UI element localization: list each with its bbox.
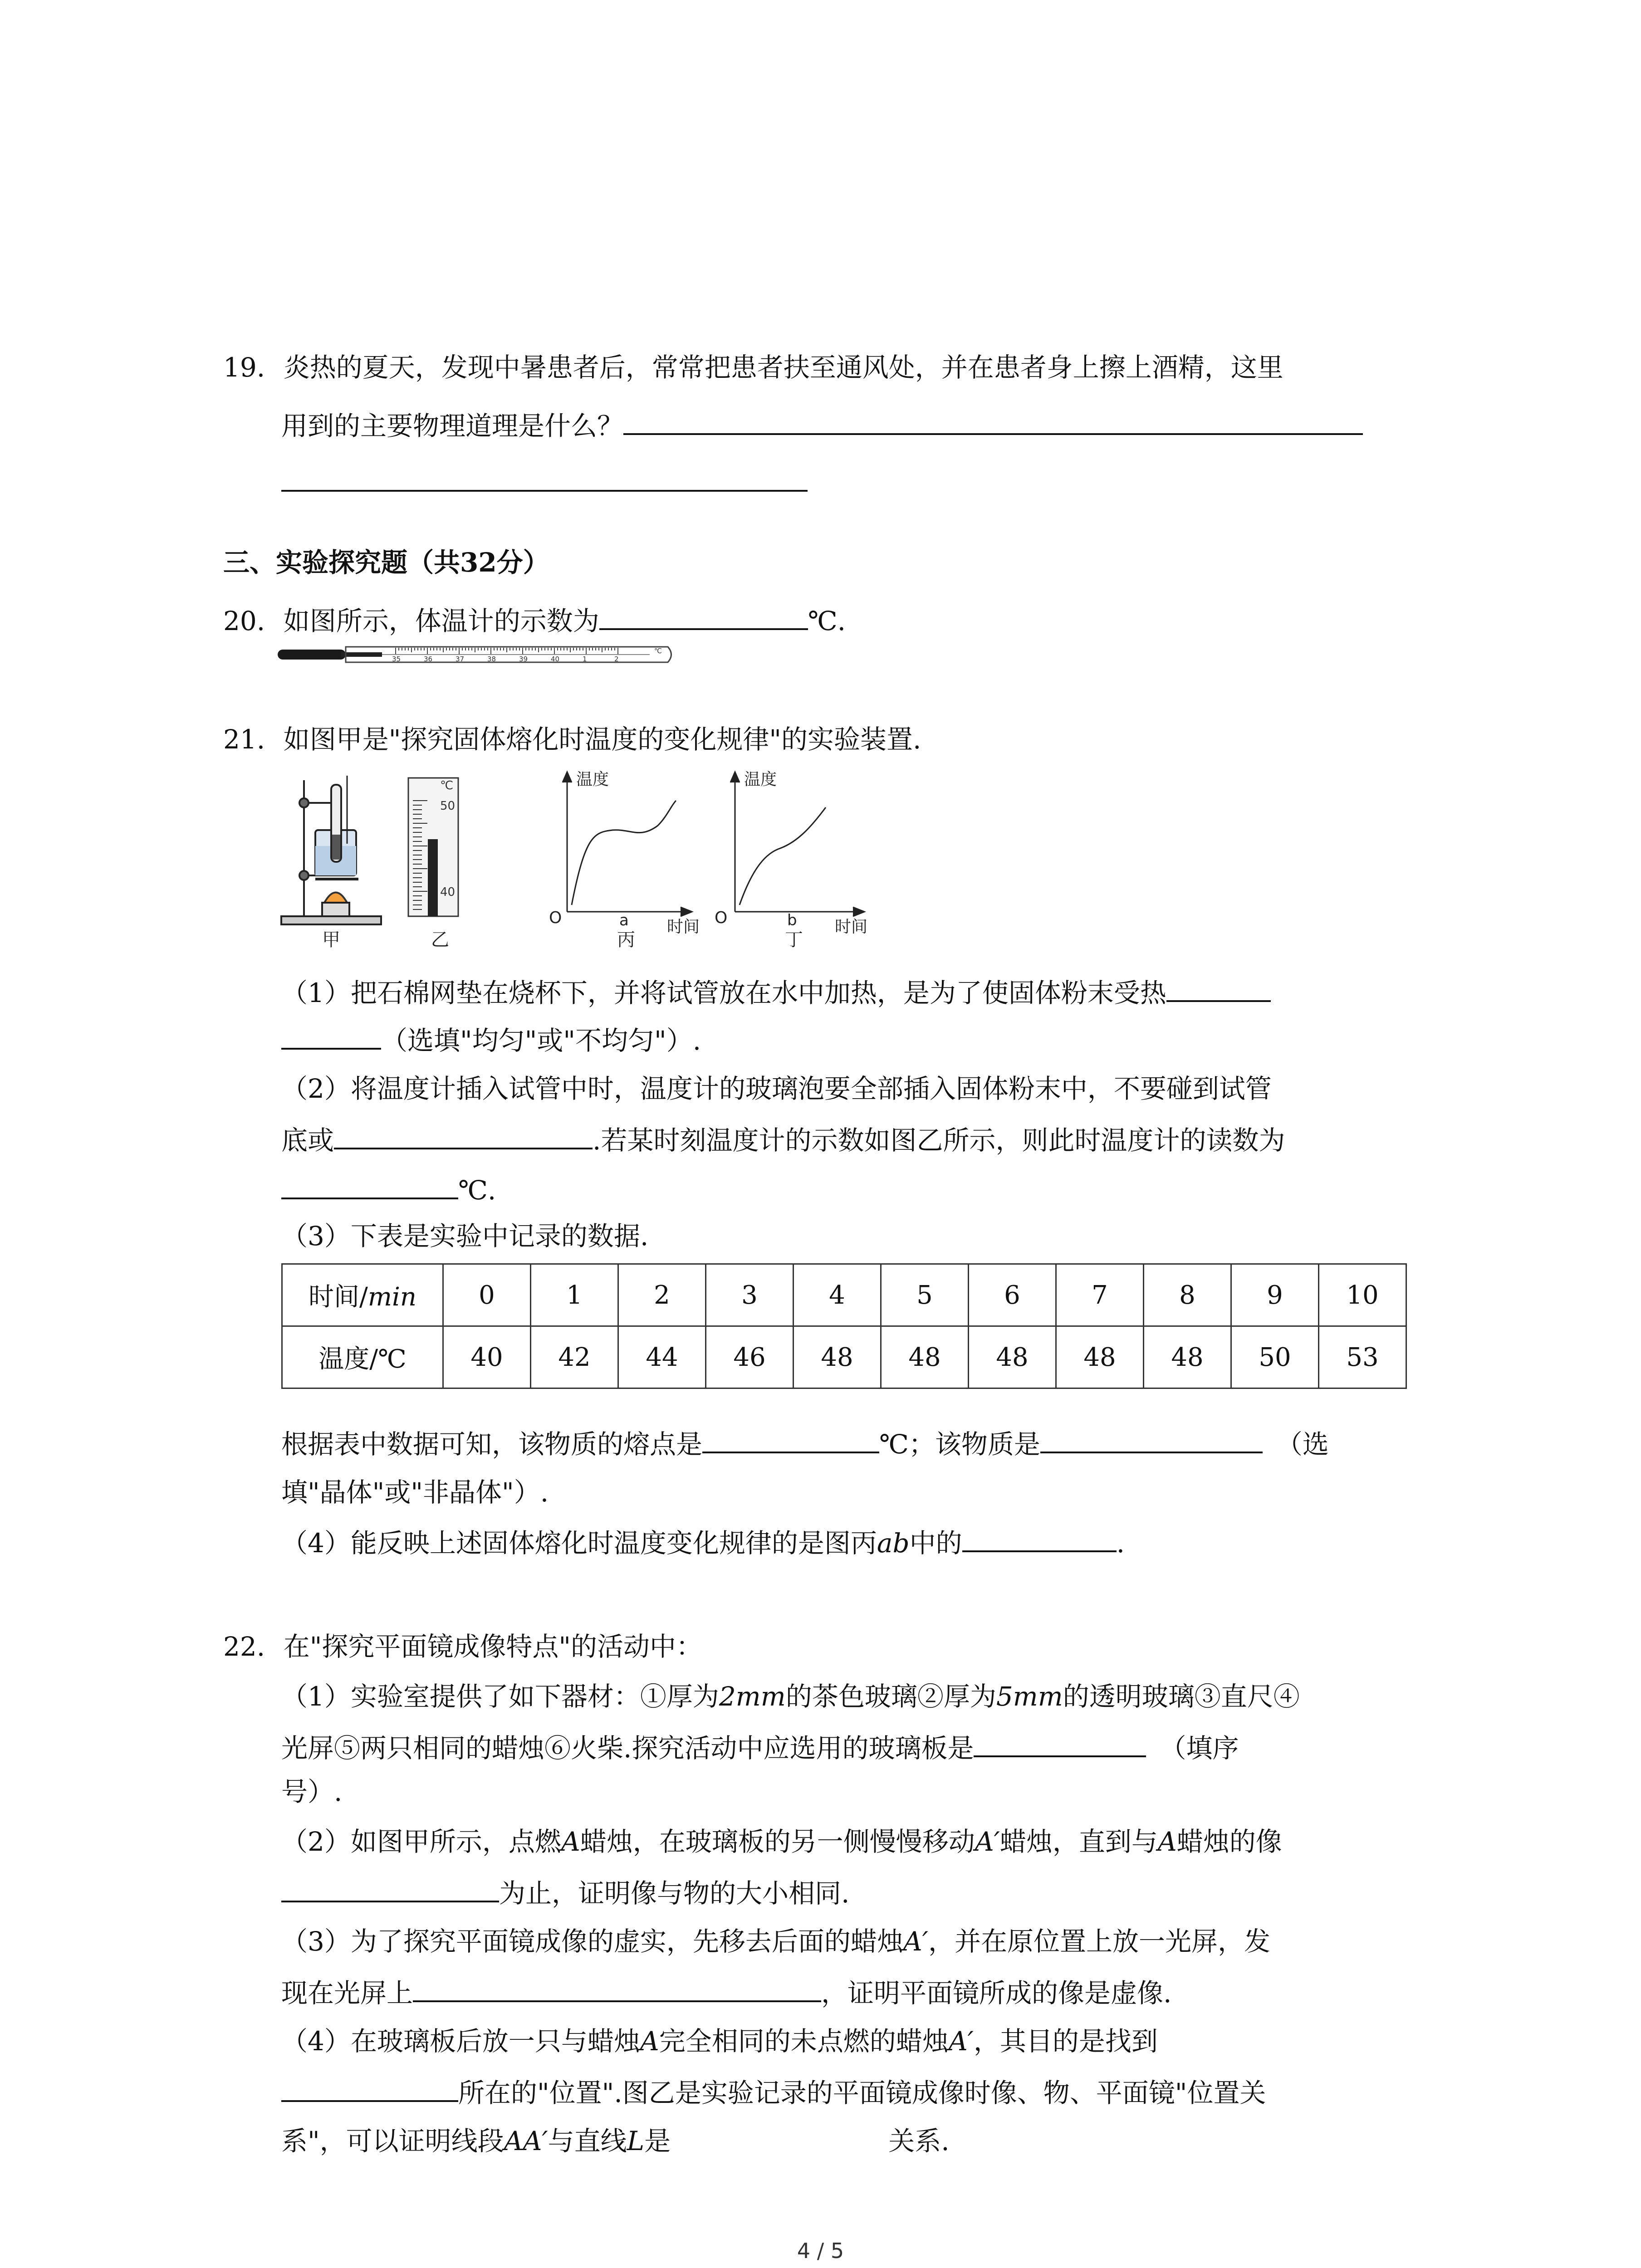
q22-p1-2mm: 2mm (719, 1681, 786, 1712)
q22-p4-text-c4: 关系. (888, 2126, 950, 2156)
q21-p2-text-c: ℃. (458, 1175, 496, 1206)
q21-p3b-line-2 (281, 1474, 549, 1510)
q22-p1-line-2 (281, 1728, 1239, 1766)
q21-p3-text: （3）下表是实验中记录的数据. (281, 1221, 649, 1251)
table-header-time: 时间/min (282, 1264, 443, 1326)
q20-text: 如图所示，体温计的示数为 (283, 606, 599, 636)
q22-p4-Ap: A′ (948, 2026, 974, 2057)
q19-number: 19. (223, 352, 265, 383)
thermo-yi-unit: ℃ (440, 779, 454, 792)
q22-p1-line-3 (281, 1774, 342, 1810)
q22-p2-text-a4: 蜡烛的像 (1176, 1826, 1282, 1857)
table-cell-time: 0 (443, 1264, 531, 1326)
q21-p4-line (281, 1523, 1125, 1561)
table-cell-temp: 53 (1319, 1326, 1406, 1388)
q22-p1-text-a2: 的茶色玻璃②厚为 (785, 1681, 996, 1712)
q21-substance-type-blank[interactable] (1040, 1424, 1263, 1453)
q22-p2-Ap: A′ (975, 1826, 1000, 1857)
graph-ding-xlabel: 时间 (835, 918, 868, 936)
q21-p2-blank-b[interactable] (281, 1170, 458, 1199)
q21-p4-blank[interactable] (962, 1523, 1117, 1552)
q21-p2-text-b1: 底或 (281, 1125, 334, 1156)
graph-bing-ylabel: 温度 (576, 770, 609, 789)
q22-p4-text-a3: ，其目的是找到 (973, 2026, 1158, 2057)
graph-bing-origin: O (549, 909, 562, 927)
q22-intro: 在"探究平面镜成像特点"的活动中： (283, 1631, 703, 1662)
q21-p2-text-b2: .若某时刻温度计的示数如图乙所示，则此时温度计的读数为 (593, 1125, 1285, 1156)
graph-bing-mark: a (619, 911, 629, 929)
q21-p3b-text-b: 填"晶体"或"非晶体"）. (281, 1477, 549, 1508)
q21-figure (277, 767, 912, 948)
q22-p1-text-a1: （1）实验室提供了如下器材：①厚为 (281, 1681, 719, 1712)
q21-number: 21. (223, 724, 265, 755)
q22-p4-line-2 (281, 2073, 1266, 2111)
q22-p2-text-a3: 蜡烛，直到与 (999, 1826, 1158, 1857)
thermometer-tick-label: 39 (519, 655, 528, 663)
graph-ding (730, 772, 864, 916)
q22-p2-line-1 (281, 1823, 1282, 1860)
q22-p4-text-a2: 完全相同的未点燃的蜡烛 (659, 2026, 949, 2057)
q22-p1-text-b1: 光屏⑤两只相同的蜡烛⑥火柴.探究活动中应选用的玻璃板是 (281, 1733, 974, 1764)
section-3-title: 三、实验探究题（共32分） (223, 547, 549, 578)
table-cell-temp: 44 (618, 1326, 706, 1388)
table-row-temp (282, 1326, 1406, 1388)
q21-p1-line-1 (281, 973, 1271, 1011)
table-cell-time: 5 (881, 1264, 969, 1326)
q22-p2-text-a1: （2）如图甲所示，点燃 (281, 1826, 561, 1857)
q22-p4-text-b: 所在的"位置".图乙是实验记录的平面镜成像时像、物、平面镜"位置关 (458, 2077, 1266, 2108)
q20-answer-blank[interactable] (599, 601, 808, 630)
table-cell-temp: 48 (881, 1326, 969, 1388)
q22-p2-A2: A (1157, 1826, 1177, 1857)
q21-p2-blank-a[interactable] (334, 1120, 593, 1149)
table-cell-time: 7 (1056, 1264, 1144, 1326)
q20-number: 20. (223, 606, 265, 636)
q22-p4-AAp: AA′ (504, 2126, 548, 2156)
q21-p4-text-c: . (1116, 1528, 1125, 1559)
table-cell-temp: 48 (1056, 1326, 1144, 1388)
apparatus-jia (281, 776, 381, 924)
q22-p4-text-c2: 与直线 (548, 2126, 627, 2156)
q21-p3b-line-1 (281, 1424, 1329, 1462)
table-cell-time: 4 (794, 1264, 881, 1326)
q21-p3-line (281, 1218, 648, 1254)
q22-p1-text-a3: 的透明玻璃③直尺④ (1063, 1681, 1300, 1712)
q22-intro-line (223, 1628, 702, 1665)
q22-p3-Ap: A′ (903, 1926, 928, 1957)
thermometer-unit: ℃ (654, 647, 662, 655)
q22-p4-line-3 (281, 2123, 950, 2159)
table-cell-temp: 40 (443, 1326, 531, 1388)
q21-intro: 如图甲是"探究固体熔化时温度的变化规律"的实验装置. (283, 724, 921, 755)
label-jia: 甲 (322, 929, 340, 948)
q20-unit: ℃. (808, 606, 846, 636)
q19-answer-blank-1[interactable] (623, 406, 1363, 435)
q22-p3-text-b2: ，证明平面镜所成的像是虚像. (821, 1978, 1172, 2009)
q22-p4-blank-a[interactable] (281, 2073, 458, 2102)
thermometer-tick-label: 37 (456, 655, 465, 663)
q21-data-table (281, 1263, 1407, 1389)
thermometer-tick-label: 40 (551, 655, 560, 663)
table-row-time (282, 1264, 1406, 1326)
q19-answer-blank-2[interactable] (281, 463, 808, 492)
q21-p1-blank-a[interactable] (1166, 973, 1271, 1002)
q22-p2-text-a2: 蜡烛，在玻璃板的另一侧慢慢移动 (580, 1826, 975, 1857)
table-cell-temp: 48 (969, 1326, 1056, 1388)
q19-text-2: 用到的主要物理道理是什么？ (281, 411, 624, 441)
q22-p1-5mm: 5mm (996, 1681, 1063, 1712)
table-cell-temp: 48 (1144, 1326, 1231, 1388)
thermometer-tick-label: 2 (614, 655, 619, 663)
thermometer-tick-label: 1 (583, 655, 587, 663)
table-cell-time: 6 (969, 1264, 1056, 1326)
thermo-yi-tick-40: 40 (440, 885, 456, 899)
q21-p4-ab: ab (877, 1528, 910, 1559)
table-cell-temp: 50 (1231, 1326, 1319, 1388)
q22-p4-text-a1: （4）在玻璃板后放一只与蜡烛 (281, 2026, 640, 2057)
q22-p4-A: A (640, 2026, 659, 2057)
q19-line-2 (281, 406, 1363, 444)
table-cell-temp: 42 (531, 1326, 618, 1388)
thermometer-tick-label: 35 (392, 655, 401, 663)
q22-p1-text-b2: （填序 (1160, 1733, 1239, 1764)
thermometer-tick-label: 38 (487, 655, 496, 663)
q20-line (223, 601, 846, 639)
graph-bing (563, 772, 692, 916)
q21-p3b-text-a1: 根据表中数据可知，该物质的熔点是 (281, 1429, 703, 1460)
q21-p3b-text-a2: ℃；该物质是 (879, 1429, 1040, 1460)
label-bing: 丙 (617, 929, 635, 948)
q22-p3-text-a2: ，并在原位置上放一光屏，发 (928, 1926, 1270, 1957)
table-cell-temp: 48 (794, 1326, 881, 1388)
q21-melting-point-blank[interactable] (702, 1424, 879, 1453)
graph-ding-origin: O (715, 909, 728, 927)
q21-p2-line-1 (281, 1070, 1272, 1107)
q21-p2-text-a: （2）将温度计插入试管中时，温度计的玻璃泡要全部插入固体粉末中，不要碰到试管 (281, 1073, 1272, 1104)
table-cell-time: 3 (706, 1264, 794, 1326)
graph-bing-xlabel: 时间 (667, 918, 700, 936)
q22-glass-choice-blank[interactable] (974, 1728, 1146, 1757)
table-header-temp: 温度/℃ (282, 1326, 443, 1388)
page-number: 4 / 5 (797, 2239, 844, 2263)
q21-p1-blank-b[interactable] (281, 1021, 381, 1050)
q22-p3-text-a1: （3）为了探究平面镜成像的虚实，先移去后面的蜡烛 (281, 1926, 903, 1957)
clinical-thermometer-figure (278, 643, 677, 670)
q21-p4-text-a: （4）能反映上述固体熔化时温度变化规律的是图丙 (281, 1528, 877, 1559)
q22-p3-text-b1: 现在光屏上 (281, 1978, 413, 2009)
table-cell-time: 2 (618, 1264, 706, 1326)
q22-p1-line-1 (281, 1678, 1300, 1715)
q19-line-3 (281, 463, 808, 501)
q22-p1-text-c: 号）. (281, 1776, 343, 1807)
table-cell-time: 9 (1231, 1264, 1319, 1326)
q21-p1-text-a: （1）把石棉网垫在烧杯下，并将试管放在水中加热，是为了使固体粉末受热 (281, 978, 1166, 1008)
table-cell-time: 8 (1144, 1264, 1231, 1326)
label-yi: 乙 (431, 929, 449, 948)
graph-ding-ylabel: 温度 (744, 770, 777, 789)
q21-p1-text-b: （选填"均匀"或"不均匀"）. (381, 1025, 701, 1056)
q21-p2-line-3 (281, 1170, 496, 1208)
q22-p3-line-1 (281, 1923, 1270, 1960)
thermometer-tick-label: 36 (424, 655, 433, 663)
q22-p2-line-2 (281, 1873, 849, 1911)
q21-p2-line-2 (281, 1120, 1285, 1158)
label-ding: 丁 (785, 929, 803, 948)
table-cell-time: 1 (531, 1264, 618, 1326)
q22-p3-line-2 (281, 1973, 1171, 2011)
q22-p4-L: L (627, 2126, 645, 2156)
q19-line-1 (223, 349, 1283, 386)
q21-intro-line (223, 721, 921, 758)
q21-p1-line-2 (281, 1021, 701, 1059)
thermometer-yi (408, 778, 458, 916)
graph-ding-mark: b (787, 911, 797, 929)
table-cell-time: 10 (1319, 1264, 1406, 1326)
q22-p2-text-b: 为止，证明像与物的大小相同. (499, 1878, 850, 1909)
q22-p4-line-1 (281, 2023, 1158, 2059)
q22-p2-blank[interactable] (281, 1873, 499, 1902)
table-cell-temp: 46 (706, 1326, 794, 1388)
q22-p3-blank[interactable] (413, 1973, 821, 2002)
q21-p4-text-b: 中的 (909, 1528, 962, 1559)
q22-p2-A: A (561, 1826, 580, 1857)
q19-text-1: 炎热的夏天，发现中暑患者后，常常把患者扶至通风处，并在患者身上擦上酒精，这里 (283, 352, 1283, 383)
q21-p3b-text-a3: （选 (1276, 1429, 1329, 1460)
q22-p4-text-c1: 系"，可以证明线段 (281, 2126, 504, 2156)
q22-p4-text-c3: 是 (644, 2126, 671, 2156)
thermo-yi-tick-50: 50 (440, 799, 456, 813)
q22-number: 22. (223, 1631, 265, 1662)
